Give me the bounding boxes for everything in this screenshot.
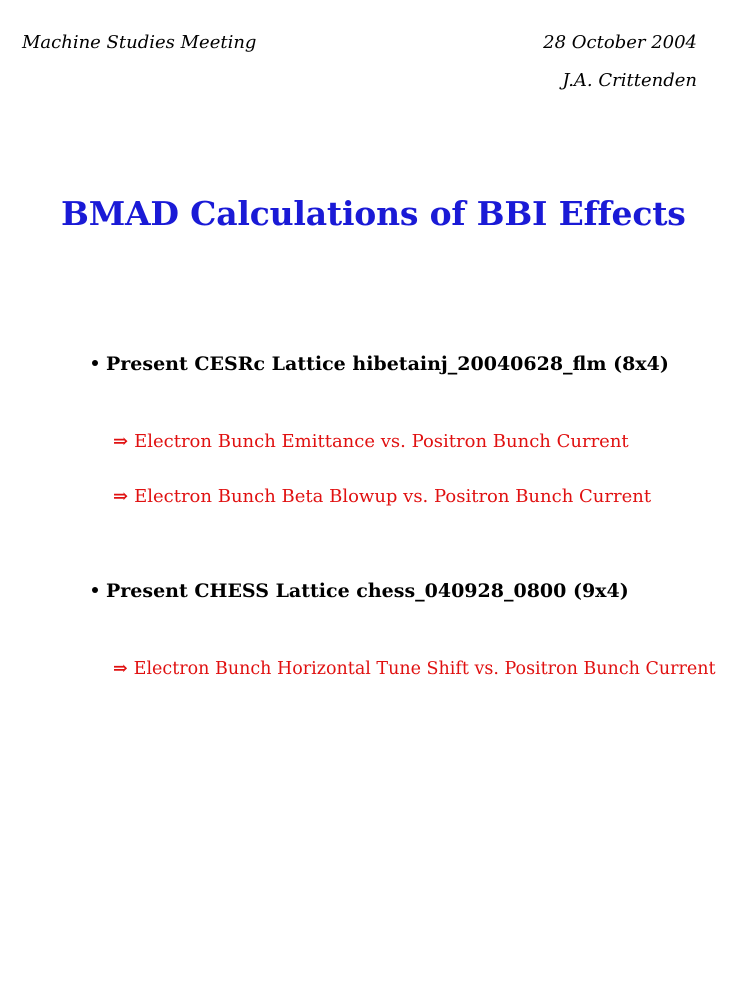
list-item-label: Electron Bunch Beta Blowup vs. Positron Bunch Current <box>134 486 652 507</box>
list-item-label: Electron Bunch Emittance vs. Positron Bunch Current <box>134 431 629 452</box>
meeting-name: Machine Studies Meeting <box>22 32 257 53</box>
list-item-label: Electron Bunch Horizontal Tune Shift vs. Positron Bunch Current <box>133 659 716 679</box>
bullet-icon <box>92 587 98 593</box>
section-label: Present CHESS Lattice chess_040928_0800 (9x4) <box>106 580 629 602</box>
double-arrow-right-icon: ⇒ <box>113 659 128 679</box>
double-arrow-right-icon: ⇒ <box>113 431 129 452</box>
section-chess <box>92 580 629 602</box>
list-item <box>113 659 716 679</box>
list-item <box>113 486 651 507</box>
list-item <box>113 431 629 452</box>
double-arrow-right-icon: ⇒ <box>113 486 129 507</box>
meeting-date: 28 October 2004 <box>543 32 697 53</box>
section-cesrc <box>92 353 669 375</box>
section-label: Present CESRc Lattice hibetainj_20040628_flm (8x4) <box>106 353 669 375</box>
slide-title: BMAD Calculations of BBI Effects <box>61 194 686 233</box>
bullet-icon <box>92 360 98 366</box>
author-name: J.A. Crittenden <box>562 70 697 91</box>
